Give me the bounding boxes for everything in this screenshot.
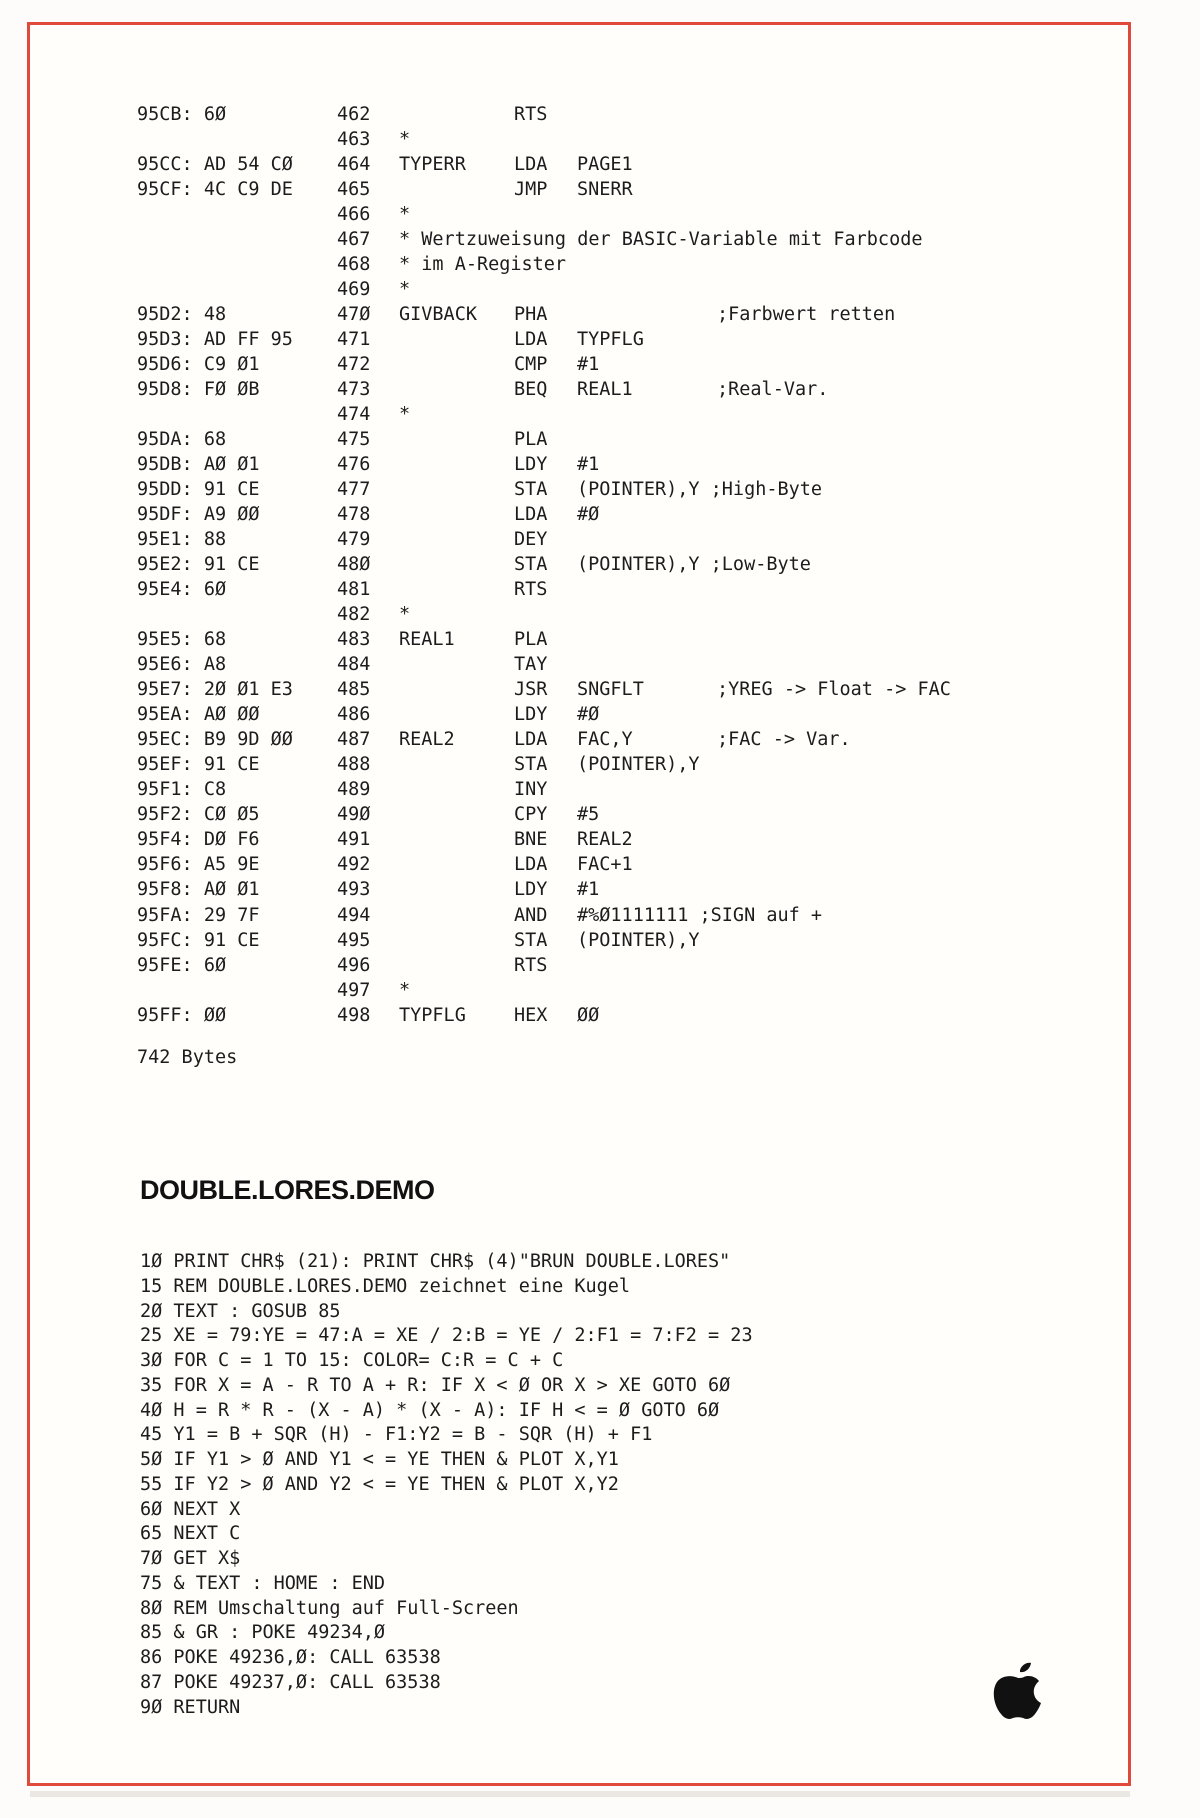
listing-operand: REAL2 — [577, 829, 633, 851]
listing-operand: #Ø — [577, 704, 600, 726]
listing-remark: * Wertzuweisung der BASIC-Variable mit Farbcode — [399, 229, 923, 251]
listing-opcode: STA — [514, 754, 548, 776]
basic-line: 45 Y1 = B + SQR (H) - F1:Y2 = B - SQR (H) + F1 — [140, 1424, 653, 1446]
basic-line: 5Ø IF Y1 > Ø AND Y1 < = YE THEN & PLOT X,Y1 — [140, 1449, 619, 1470]
listing-address: 95FF: ØØ — [137, 1004, 227, 1026]
listing-operand: #%Ø1111111 ;SIGN auf + — [577, 904, 823, 926]
listing-line-number: 463 — [337, 129, 371, 151]
listing-opcode: RTS — [514, 104, 548, 125]
listing-line-number: 479 — [337, 529, 371, 551]
listing-line-number: 476 — [337, 454, 371, 476]
listing-opcode: PHA — [514, 304, 548, 326]
listing-comment: ;FAC -> Var. — [717, 729, 851, 751]
basic-line: 86 POKE 49236,Ø: CALL 63538 — [140, 1647, 441, 1668]
listing-address: 95DD: 91 CE — [137, 479, 260, 501]
listing-line-number: 497 — [337, 979, 371, 1001]
listing-line-number: 498 — [337, 1004, 371, 1026]
listing-operand: #Ø — [577, 504, 600, 526]
listing-opcode: CPY — [514, 804, 548, 826]
listing-line-number: 475 — [337, 429, 371, 451]
listing-address: 95FC: 91 CE — [137, 929, 260, 951]
listing-line-number: 491 — [337, 829, 371, 851]
listing-address: 95D8: FØ ØB — [137, 379, 260, 401]
listing-opcode: LDY — [514, 879, 548, 901]
listing-line-number: 492 — [337, 854, 371, 876]
basic-line: 85 & GR : POKE 49234,Ø — [140, 1622, 386, 1644]
listing-remark: * — [399, 279, 411, 301]
listing-address: 95E1: 88 — [137, 529, 227, 551]
listing-remark: * — [399, 979, 411, 1001]
listing-opcode: PLA — [514, 429, 548, 451]
listing-line-number: 486 — [337, 704, 371, 726]
listing-operand: FAC,Y — [577, 729, 633, 751]
listing-address: 95DB: AØ Ø1 — [137, 454, 260, 476]
listing-operand: FAC+1 — [577, 854, 633, 876]
listing-address: 95F8: AØ Ø1 — [137, 879, 260, 901]
listing-label: REAL1 — [399, 629, 455, 651]
listing-comment: ;YREG -> Float -> FAC — [717, 679, 951, 701]
listing-opcode: AND — [514, 904, 548, 926]
listing-line-number: 468 — [337, 254, 371, 276]
listing-line-number: 465 — [337, 179, 371, 201]
listing-line-number: 469 — [337, 279, 371, 301]
listing-address: 95EF: 91 CE — [137, 754, 260, 776]
listing-address: 95E7: 2Ø Ø1 E3 — [137, 679, 293, 701]
listing-opcode: DEY — [514, 529, 548, 551]
listing-remark: * im A-Register — [399, 254, 567, 276]
listing-address: 95FA: 29 7F — [137, 904, 260, 926]
listing-opcode: PLA — [514, 629, 548, 651]
listing-opcode: TAY — [514, 654, 548, 676]
listing-address: 95F6: A5 9E — [137, 854, 260, 876]
listing-line-number: 481 — [337, 579, 371, 601]
basic-line: 25 XE = 79:YE = 47:A = XE / 2:B = YE / 2:F1 = 7:F2 = 23 — [140, 1325, 753, 1347]
listing-operand: #1 — [577, 354, 600, 376]
basic-line: 2Ø TEXT : GOSUB 85 — [140, 1300, 341, 1322]
listing-line-number: 49Ø — [337, 804, 371, 826]
listing-opcode: LDY — [514, 454, 548, 476]
listing-comment: ;Farbwert retten — [717, 304, 896, 326]
basic-line: 8Ø REM Umschaltung auf Full-Screen — [140, 1597, 519, 1619]
listing-line-number: 494 — [337, 904, 371, 926]
listing-line-number: 477 — [337, 479, 371, 501]
listing-operand: #1 — [577, 454, 600, 476]
listing-line-number: 464 — [337, 154, 371, 176]
listing-operand: TYPFLG — [577, 329, 644, 351]
listing-remark: * — [399, 604, 411, 626]
basic-line: 55 IF Y2 > Ø AND Y2 < = YE THEN & PLOT X,Y2 — [140, 1473, 619, 1495]
basic-line: 75 & TEXT : HOME : END — [140, 1572, 386, 1594]
listing-operand: PAGE1 — [577, 154, 633, 176]
basic-line: 15 REM DOUBLE.LORES.DEMO zeichnet eine Kugel — [140, 1275, 631, 1297]
listing-opcode: RTS — [514, 954, 548, 976]
basic-line: 7Ø GET X$ — [140, 1548, 241, 1569]
listing-remark: * — [399, 129, 411, 151]
listing-address: 95D3: AD FF 95 — [137, 329, 293, 351]
listing-line-number: 483 — [337, 629, 371, 651]
listing-address: 95F2: CØ Ø5 — [137, 804, 260, 826]
listing-opcode: STA — [514, 479, 548, 501]
listing-opcode: STA — [514, 554, 548, 576]
listing-opcode: STA — [514, 929, 548, 951]
listing-opcode: LDA — [514, 854, 548, 876]
listing-operand: #1 — [577, 879, 600, 901]
listing-remark: * — [399, 404, 411, 426]
listing-label: TYPERR — [399, 154, 466, 176]
listing-opcode: BNE — [514, 829, 548, 851]
listing-opcode: RTS — [514, 579, 548, 601]
listing-label: GIVBACK — [399, 304, 477, 326]
listing-address: 95FE: 6Ø — [137, 954, 227, 976]
listing-opcode: LDA — [514, 729, 548, 751]
listing-address: 95CB: 6Ø — [137, 104, 227, 125]
listing-address: 95E2: 91 CE — [137, 554, 260, 576]
listing-opcode: LDA — [514, 504, 548, 526]
section-heading: DOUBLE.LORES.DEMO — [140, 1175, 435, 1205]
basic-line: 3Ø FOR C = 1 TO 15: COLOR= C:R = C + C — [140, 1350, 564, 1371]
listing-operand: (POINTER),Y ;High-Byte — [577, 479, 823, 501]
listing-opcode: CMP — [514, 354, 548, 376]
listing-opcode: LDA — [514, 329, 548, 351]
listing-line-number: 472 — [337, 354, 371, 376]
listing-line-number: 462 — [337, 104, 371, 125]
listing-line-number: 474 — [337, 404, 371, 426]
listing-line-number: 484 — [337, 654, 371, 676]
listing-opcode: JSR — [514, 679, 548, 701]
listing-address: 95E5: 68 — [137, 629, 227, 651]
basic-line: 6Ø NEXT X — [140, 1498, 241, 1520]
listing-line-number: 496 — [337, 954, 371, 976]
basic-line: 87 POKE 49237,Ø: CALL 63538 — [140, 1671, 441, 1693]
listing-line-number: 495 — [337, 929, 371, 951]
listing-address: 95F1: C8 — [137, 779, 227, 801]
listing-address: 95CC: AD 54 CØ — [137, 154, 293, 176]
listing-remark: * — [399, 204, 411, 226]
listing-opcode: JMP — [514, 179, 548, 201]
listing-opcode: LDY — [514, 704, 548, 726]
listing-line-number: 47Ø — [337, 304, 371, 326]
listing-address: 95EC: B9 9D ØØ — [137, 729, 293, 751]
listing-operand: REAL1 — [577, 379, 633, 401]
listing-address: 95E6: A8 — [137, 654, 227, 676]
basic-listing — [140, 1250, 753, 1720]
listing-address: 95E4: 6Ø — [137, 579, 227, 601]
listing-line-number: 466 — [337, 204, 371, 226]
listing-opcode: LDA — [514, 154, 548, 176]
listing-line-number: 485 — [337, 679, 371, 701]
basic-line: 4Ø H = R * R - (X - A) * (X - A): IF H < = Ø GOTO 6Ø — [140, 1399, 720, 1421]
listing-line-number: 478 — [337, 504, 371, 526]
listing-opcode: INY — [514, 779, 548, 801]
byte-count: 742 Bytes — [137, 1047, 238, 1068]
listing-line-number: 473 — [337, 379, 371, 401]
listing-label: TYPFLG — [399, 1004, 466, 1026]
basic-line: 65 NEXT C — [140, 1523, 241, 1545]
listing-operand: ØØ — [577, 1004, 600, 1026]
listing-line-number: 482 — [337, 604, 371, 626]
page-shadow — [30, 1791, 1130, 1797]
listing-address: 95EA: AØ ØØ — [137, 704, 260, 726]
listing-operand: SNGFLT — [577, 679, 644, 701]
listing-operand: SNERR — [577, 179, 633, 201]
listing-operand: (POINTER),Y — [577, 754, 700, 776]
listing-line-number: 493 — [337, 879, 371, 901]
listing-operand: (POINTER),Y — [577, 929, 700, 951]
apple-logo-icon — [990, 1662, 1046, 1722]
listing-operand: (POINTER),Y ;Low-Byte — [577, 554, 811, 576]
listing-comment: ;Real-Var. — [717, 379, 829, 401]
basic-line: 9Ø RETURN — [140, 1696, 241, 1718]
basic-line: 1Ø PRINT CHR$ (21): PRINT CHR$ (4)"BRUN DOUBLE.LORES" — [140, 1251, 731, 1272]
listing-address: 95D2: 48 — [137, 304, 227, 326]
listing-line-number: 488 — [337, 754, 371, 776]
listing-line-number: 489 — [337, 779, 371, 801]
listing-address: 95DA: 68 — [137, 429, 227, 451]
listing-address: 95DF: A9 ØØ — [137, 504, 260, 526]
listing-address: 95F4: DØ F6 — [137, 829, 260, 851]
listing-address: 95CF: 4C C9 DE — [137, 179, 293, 201]
listing-line-number: 487 — [337, 729, 371, 751]
listing-label: REAL2 — [399, 729, 455, 751]
listing-line-number: 48Ø — [337, 554, 371, 576]
basic-line: 35 FOR X = A - R TO A + R: IF X < Ø OR X > XE GOTO 6Ø — [140, 1374, 731, 1396]
listing-operand: #5 — [577, 804, 600, 826]
listing-opcode: HEX — [514, 1004, 548, 1026]
listing-address: 95D6: C9 Ø1 — [137, 354, 260, 376]
listing-line-number: 471 — [337, 329, 371, 351]
listing-line-number: 467 — [337, 229, 371, 251]
listing-opcode: BEQ — [514, 379, 548, 401]
